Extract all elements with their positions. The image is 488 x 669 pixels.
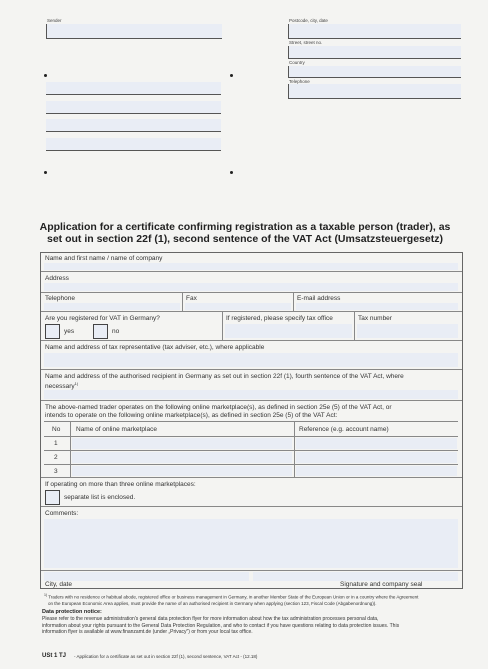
- vat-question: Are you registered for VAT in Germany?: [45, 315, 160, 322]
- name-label: Name and first name / name of company: [45, 255, 163, 262]
- row-number: 2: [54, 454, 58, 461]
- signature-field[interactable]: [253, 572, 458, 581]
- address-row: [41, 272, 462, 293]
- city-date-field[interactable]: [44, 572, 249, 581]
- corner-mark-bl: [44, 171, 47, 174]
- address-line-1[interactable]: [46, 82, 221, 95]
- street-label: Street, street no.: [289, 40, 323, 45]
- marketplace-text-1: The above-named trader operates on the following online marketplace(s), as defined in section 25e (5) of the VAT Act, or: [45, 404, 392, 411]
- dp-title: Data protection notice:: [42, 609, 102, 615]
- col-no: No: [52, 426, 61, 433]
- telephone-header-field[interactable]: [288, 84, 461, 99]
- footnote-number: 1): [44, 593, 48, 597]
- marketplace-table: [44, 421, 458, 477]
- name-field[interactable]: [44, 263, 458, 270]
- sender-label: Sender: [47, 18, 62, 23]
- form-code: USt 1 TJ: [42, 653, 67, 659]
- col-ref: Reference (e.g. account name): [299, 426, 389, 433]
- divider: [293, 293, 294, 311]
- marketplace-ref-field[interactable]: [296, 438, 457, 449]
- city-date-label: City, date: [45, 581, 72, 588]
- address-line-2[interactable]: [46, 101, 221, 114]
- marketplace-name-field[interactable]: [72, 452, 292, 463]
- tax-number-field[interactable]: [357, 324, 458, 338]
- address-line-4[interactable]: [46, 138, 221, 151]
- telephone-header-label: Telephone: [289, 79, 310, 84]
- tax-office-label: If registered, please specify tax office: [226, 315, 333, 322]
- more-than-three-label: If operating on more than three online marketplaces:: [45, 481, 196, 488]
- divider: [354, 312, 355, 340]
- separate-list-label: separate list is enclosed.: [64, 494, 136, 501]
- separate-list-checkbox[interactable]: [45, 490, 60, 505]
- sender-field[interactable]: [46, 24, 222, 39]
- title-line-1: Application for a certificate confirming registration as a taxable person (trader), as: [39, 221, 451, 233]
- yes-checkbox[interactable]: [45, 324, 60, 339]
- fax-label: Fax: [186, 295, 197, 302]
- form-description: - Application for a certificate as set out in section 22f (1), second sentence, VAT Act - (12.18): [74, 654, 258, 659]
- no-label: no: [112, 328, 120, 335]
- divider: [222, 312, 223, 340]
- recipient-row: [41, 370, 462, 401]
- representative-row: [41, 341, 462, 370]
- street-field[interactable]: [288, 46, 461, 59]
- dp-line-1: Please refer to the revenue administration's general data protection flyer for more information about how the tax administration processes personal data,: [42, 616, 379, 622]
- address-field[interactable]: [44, 283, 458, 291]
- address-line-3[interactable]: [46, 119, 221, 132]
- name-row: [41, 253, 462, 272]
- row-number: 1: [54, 440, 58, 447]
- representative-field[interactable]: [44, 353, 458, 367]
- comments-row: [41, 507, 462, 571]
- marketplace-name-field[interactable]: [72, 466, 292, 476]
- comments-label: Comments:: [45, 510, 79, 517]
- separate-list-row: [41, 478, 462, 507]
- marketplace-ref-field[interactable]: [296, 466, 457, 476]
- comments-field[interactable]: [44, 519, 458, 568]
- tax-number-label: Tax number: [358, 315, 392, 322]
- marketplace-row-3: [44, 465, 458, 477]
- recipient-footnote-ref: 1): [74, 381, 79, 386]
- signature-row: [41, 571, 462, 588]
- marketplace-row-1: [44, 437, 458, 451]
- corner-mark-tl: [44, 74, 47, 77]
- postcode-field[interactable]: [288, 24, 461, 39]
- col-name: Name of online marketplace: [76, 426, 157, 433]
- email-field[interactable]: [296, 303, 458, 310]
- recipient-label-2: [45, 381, 78, 390]
- recipient-field[interactable]: [44, 390, 458, 399]
- representative-label: Name and address of tax representative (tax adviser, etc.), where applicable: [45, 344, 265, 351]
- corner-mark-tr: [230, 74, 233, 77]
- country-label: Country: [289, 60, 305, 65]
- recipient-label-1: Name and address of the authorised recipient in Germany as set out in section 22f (1), fourth sentence of the VAT Act, where: [45, 373, 404, 380]
- application-form: [40, 252, 463, 589]
- address-label: Address: [45, 275, 69, 282]
- marketplace-row-2: [44, 451, 458, 465]
- marketplace-ref-field[interactable]: [296, 452, 457, 463]
- recipient-label-2-text: necessary: [45, 383, 75, 391]
- footnote-text-1: Traders with no residence or habitual abode, registered office or business management in Germany, in another Member State of the European Union or in a country where the Agreement: [48, 594, 419, 600]
- dp-line-2: information about your rights pursuant to the General Data Protection Regulation, and who to contact if you have questions relating to data protection issues. This: [42, 622, 400, 629]
- no-checkbox[interactable]: [93, 324, 108, 339]
- title-line-2: set out in section 22f (1), second sentence of the VAT Act (Umsatzsteuergesetz): [47, 233, 443, 245]
- footnote: [44, 592, 464, 607]
- dp-text: [42, 616, 467, 636]
- signature-label: Signature and company seal: [340, 581, 423, 588]
- marketplace-text-2: intends to operate on the following online marketplace(s), as defined in section 25e (5) of the VAT Act:: [45, 412, 338, 419]
- dp-line-3: information flyer is available at www.finanzamt.de (under „Privacy") or from your local tax office.: [42, 629, 253, 635]
- row-number: 3: [54, 468, 58, 475]
- tax-office-field[interactable]: [225, 324, 352, 338]
- marketplace-header: [44, 422, 458, 437]
- yes-label: yes: [64, 328, 75, 335]
- country-field[interactable]: [288, 66, 461, 78]
- telephone-label: Telephone: [45, 295, 75, 302]
- corner-mark-br: [230, 171, 233, 174]
- footnote-text-2: on the European Economic Area applies, must provide the name of an authorised recipient in Germany when applying (section 123, Fiscal Code (Abgabenordnung)).: [48, 600, 377, 606]
- email-label: E-mail address: [297, 295, 341, 302]
- marketplace-row: [41, 401, 462, 478]
- vat-row: [41, 312, 462, 341]
- telephone-field[interactable]: [44, 303, 180, 310]
- marketplace-name-field[interactable]: [72, 438, 292, 449]
- postcode-label: Postcode, city, date: [289, 18, 328, 23]
- contact-row: [41, 293, 462, 312]
- divider: [182, 293, 183, 311]
- fax-field[interactable]: [185, 303, 291, 310]
